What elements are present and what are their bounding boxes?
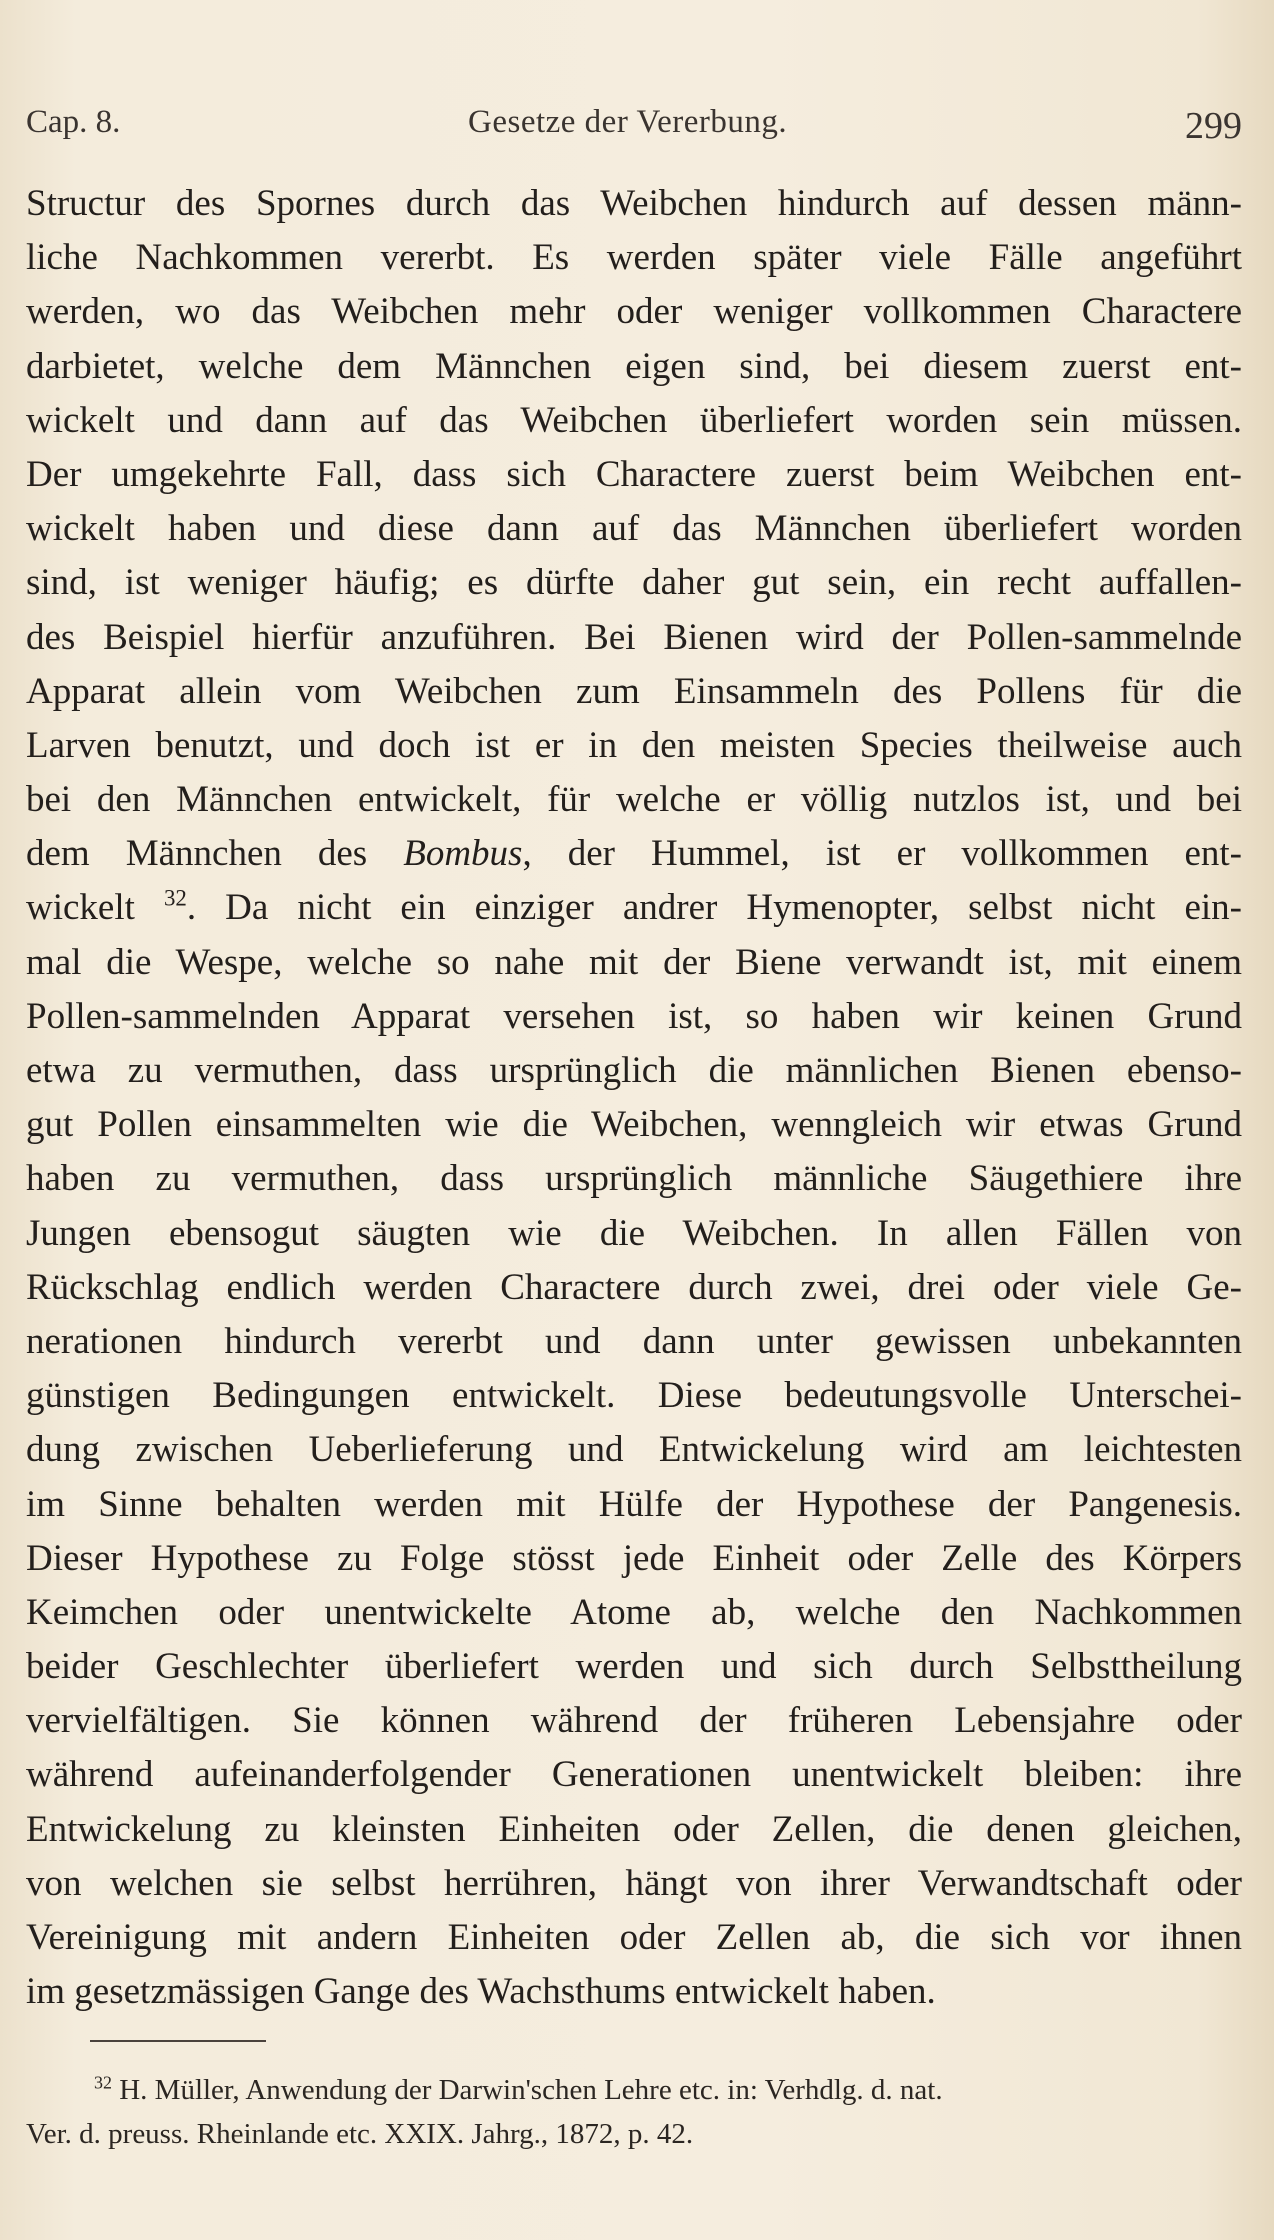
text-line: wickelt haben und diese dann auf das Männchen überliefert worden [26, 508, 1242, 550]
text-line: mal die Wespe, welche so nahe mit der Biene verwandt ist, mit einem [26, 941, 1242, 983]
footnote-reference[interactable]: 32 [163, 886, 187, 912]
text-line: Dieser Hypothese zu Folge stösst jede Einheit oder Zelle des Körpers [26, 1537, 1242, 1579]
text-line: Structur des Spornes durch das Weibchen hindurch auf dessen männ- [26, 183, 1242, 224]
text-line: im gesetzmässigen Gange des Wachsthums entwickelt haben. [26, 1971, 936, 2013]
text-line: günstigen Bedingungen entwickelt. Diese bedeutungsvolle Unterschei- [26, 1375, 1242, 1417]
text-line: vervielfältigen. Sie können während der früheren Lebensjahre oder [26, 1700, 1242, 1742]
text-line: werden, wo das Weibchen mehr oder weniger vollkommen Charactere [26, 291, 1242, 333]
text-line: beider Geschlechter überliefert werden und sich durch Selbsttheilung [26, 1646, 1242, 1688]
text-line: nerationen hindurch vererbt und dann unter gewissen unbekannten [26, 1320, 1242, 1362]
footnote-line [26, 2068, 1242, 2112]
text-line-with-footnote-ref [26, 881, 1242, 935]
text-line: Vereinigung mit andern Einheiten oder Zellen ab, die sich vor ihnen [26, 1917, 1242, 1958]
text-segment: . Da nicht ein einziger andrer Hymenopter, selbst nicht ein- [186, 887, 1242, 929]
footnote-divider [90, 2040, 266, 2042]
text-line: liche Nachkommen vererbt. Es werden später viele Fälle angeführt [26, 237, 1242, 279]
text-line: Der umgekehrte Fall, dass sich Charactere zuerst beim Weibchen ent- [26, 453, 1242, 495]
italic-genus-name: Bombus [403, 833, 523, 875]
text-line: darbietet, welche dem Männchen eigen sind, bei diesem zuerst ent- [26, 345, 1242, 387]
body-text [26, 177, 1242, 2019]
text-line: bei den Männchen entwickelt, für welche er völlig nutzlos ist, und bei [26, 779, 1242, 821]
text-line: Jungen ebensogut säugten wie die Weibchen. In allen Fällen von [26, 1212, 1242, 1254]
text-line: dung zwischen Ueberlieferung und Entwickelung wird am leichtesten [26, 1429, 1242, 1471]
text-line: Apparat allein vom Weibchen zum Einsammeln des Pollens für die [26, 670, 1242, 712]
text-line: gut Pollen einsammelten wie die Weibchen, wenngleich wir etwas Grund [26, 1104, 1242, 1146]
text-segment: wickelt [26, 887, 164, 929]
footnote-marker: 32 [94, 2072, 112, 2093]
text-line: Pollen-sammelnden Apparat versehen ist, so haben wir keinen Grund [26, 995, 1242, 1037]
text-line-with-italic [26, 827, 1242, 881]
page-number: 299 [1185, 105, 1242, 147]
text-segment: , der Hummel, ist er vollkommen ent- [522, 833, 1242, 875]
text-line: des Beispiel hierfür anzuführen. Bei Bienen wird der Pollen-sammelnde [26, 616, 1242, 658]
text-line: Rückschlag endlich werden Charactere durch zwei, drei oder viele Ge- [26, 1266, 1242, 1308]
footnote [26, 2068, 1242, 2156]
text-line: sind, ist weniger häufig; es dürfte daher gut sein, ein recht auffallen- [26, 562, 1242, 604]
text-line: im Sinne behalten werden mit Hülfe der Hypothese der Pangenesis. [26, 1483, 1242, 1525]
text-line: während aufeinanderfolgender Generationen unentwickelt bleiben: ihre [26, 1754, 1242, 1796]
footnote-text: H. Müller, Anwendung der Darwin'schen Lehre etc. in: Verhdlg. d. nat. [119, 2074, 943, 2106]
text-line: wickelt und dann auf das Weibchen überliefert worden sein müssen. [26, 399, 1242, 441]
text-line: etwa zu vermuthen, dass ursprünglich die männlichen Bienen ebenso- [26, 1050, 1242, 1091]
footnote-line: Ver. d. preuss. Rheinlande etc. XXIX. Jahrg., 1872, p. 42. [26, 2118, 694, 2150]
text-segment: dem Männchen des [26, 833, 404, 875]
text-line: Keimchen oder unentwickelte Atome ab, welche den Nachkommen [26, 1591, 1242, 1633]
running-header [26, 104, 1242, 154]
text-line: Larven benutzt, und doch ist er in den meisten Species theilweise auch [26, 724, 1242, 766]
text-line: von welchen sie selbst herrühren, hängt von ihrer Verwandtschaft oder [26, 1862, 1242, 1904]
text-line: haben zu vermuthen, dass ursprünglich männliche Säugethiere ihre [26, 1158, 1242, 1200]
text-line: Entwickelung zu kleinsten Einheiten oder Zellen, die denen gleichen, [26, 1808, 1242, 1850]
running-title: Gesetze der Vererbung. [468, 104, 788, 140]
chapter-label: Cap. 8. [26, 104, 121, 140]
